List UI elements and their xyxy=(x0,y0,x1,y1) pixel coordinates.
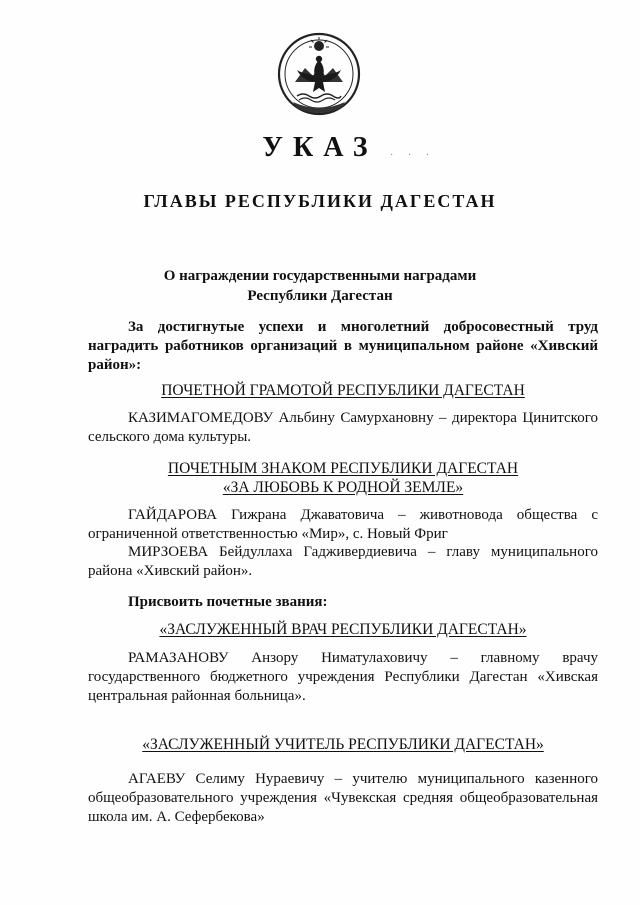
section-heading-znak-line-2: «ЗА ЛЮБОВЬ К РОДНОЙ ЗЕМЛЕ» xyxy=(222,479,464,496)
award-entry-mirzoev: МИРЗОЕВА Бейдуллаха Гадживердиевича – главу муниципального района «Хивский район». xyxy=(88,544,598,579)
award-entry-agaev: АГАЕВУ Селиму Нураевичу – учителю муниципального казенного общеобразовательного учреждения «Чувекская средняя общеобразовательная школа им. А. Сефербекова» xyxy=(88,771,598,825)
scan-artifact-dots: · · · xyxy=(390,150,435,161)
section-heading-znak-line-1: ПОЧЕТНЫМ ЗНАКОМ РЕСПУБЛИКИ ДАГЕСТАН xyxy=(167,460,519,477)
section-heading-znak xyxy=(88,459,598,497)
subject-line-2: Республики Дагестан xyxy=(247,288,393,304)
section-heading-uchitel: «ЗАСЛУЖЕННЫЙ УЧИТЕЛЬ РЕСПУБЛИКИ ДАГЕСТАН» xyxy=(142,736,544,753)
award-entry-ramazanov: РАМАЗАНОВУ Анзору Ниматулаховичу – главному врачу государственного бюджетного учреждения Республики Дагестан «Хивская центральная районная больница». xyxy=(88,650,598,704)
document-title: УКАЗ xyxy=(262,132,378,163)
intro-paragraph: За достигнутые успехи и многолетний добросовестный труд наградить работников организаций в муниципальном районе «Хивский район»: xyxy=(88,319,598,373)
section-heading-gramota: ПОЧЕТНОЙ ГРАМОТОЙ РЕСПУБЛИКИ ДАГЕСТАН xyxy=(161,382,525,399)
section-heading-vrach: «ЗАСЛУЖЕННЫЙ ВРАЧ РЕСПУБЛИКИ ДАГЕСТАН» xyxy=(159,621,527,638)
subject-line-1: О награждении государственными наградами xyxy=(163,268,477,284)
award-entry-kazimagomedova: КАЗИМАГОМЕДОВУ Альбину Самурхановну – директора Цинитского сельского дома культуры. xyxy=(88,410,598,445)
document-subtitle: ГЛАВЫ РЕСПУБЛИКИ ДАГЕСТАН xyxy=(143,191,497,211)
titles-intro: Присвоить почетные звания: xyxy=(128,594,328,610)
coat-of-arms-icon xyxy=(275,30,363,118)
document-subject xyxy=(0,266,640,306)
award-entry-gaydarov: ГАЙДАРОВА Гижрана Джаватовича – животновода общества с ограниченной ответственностью «Мир», с. Новый Фриг xyxy=(88,507,598,542)
